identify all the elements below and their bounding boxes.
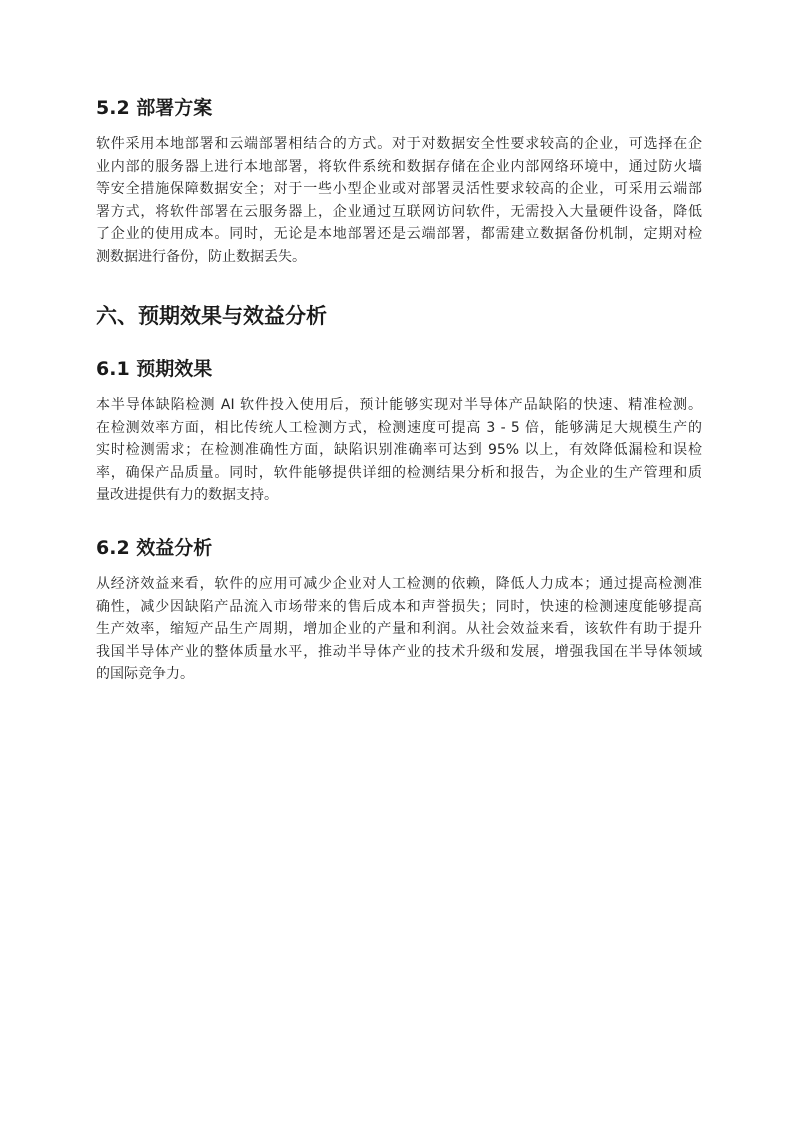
paragraph-line: 的国际竞争力。 bbox=[96, 666, 194, 682]
section-paragraph-6-2 bbox=[96, 573, 702, 686]
paragraph-line: 软件采用本地部署和云端部署相结合的方式。对于对数据安全性要求较高的企业，可选择在企 bbox=[96, 136, 702, 152]
section-heading-6-2: 6.2 效益分析 bbox=[96, 537, 213, 559]
paragraph-line: 实时检测需求；在检测准确性方面，缺陷识别准确率可达到 95% 以上，有效降低漏检和误检 bbox=[96, 442, 702, 458]
section-paragraph-5-2 bbox=[96, 133, 702, 268]
paragraph-line: 等安全措施保障数据安全；对于一些小型企业或对部署灵活性要求较高的企业，可采用云端部 bbox=[96, 181, 702, 197]
paragraph-line: 从经济效益来看，软件的应用可减少企业对人工检测的依赖，降低人力成本；通过提高检测准 bbox=[96, 576, 702, 592]
section-heading-5-2: 5.2 部署方案 bbox=[96, 97, 213, 119]
paragraph-line: 署方式，将软件部署在云服务器上，企业通过互联网访问软件，无需投入大量硬件设备，降低 bbox=[96, 203, 702, 220]
paragraph-line: 了企业的使用成本。同时，无论是本地部署还是云端部署，都需建立数据备份机制，定期对检 bbox=[96, 226, 702, 242]
paragraph-line: 我国半导体产业的整体质量水平，推动半导体产业的技术升级和发展，增强我国在半导体领域 bbox=[96, 643, 702, 660]
paragraph-line: 业内部的服务器上进行本地部署，将软件系统和数据存储在企业内部网络环境中，通过防火墙 bbox=[96, 158, 702, 175]
paragraph-line: 本半导体缺陷检测 AI 软件投入使用后，预计能够实现对半导体产品缺陷的快速、精准检测。 bbox=[96, 397, 702, 413]
section-paragraph-6-1 bbox=[96, 394, 702, 507]
chapter-heading-6: 六、预期效果与效益分析 bbox=[96, 304, 327, 328]
paragraph-line: 测数据进行备份，防止数据丢失。 bbox=[96, 248, 306, 265]
paragraph-line: 在检测效率方面，相比传统人工检测方式，检测速度可提高 3 - 5 倍，能够满足大规模生产的 bbox=[96, 419, 702, 436]
paragraph-line: 确性，减少因缺陷产品流入市场带来的售后成本和声誉损失；同时，快速的检测速度能够提高 bbox=[96, 598, 702, 615]
paragraph-line: 生产效率，缩短产品生产周期，增加企业的产量和利润。从社会效益来看，该软件有助于提升 bbox=[96, 621, 702, 637]
section-heading-6-1: 6.1 预期效果 bbox=[96, 358, 213, 380]
paragraph-line: 率，确保产品质量。同时，软件能够提供详细的检测结果分析和报告，为企业的生产管理和质 bbox=[96, 464, 702, 481]
paragraph-line: 量改进提供有力的数据支持。 bbox=[96, 487, 278, 503]
